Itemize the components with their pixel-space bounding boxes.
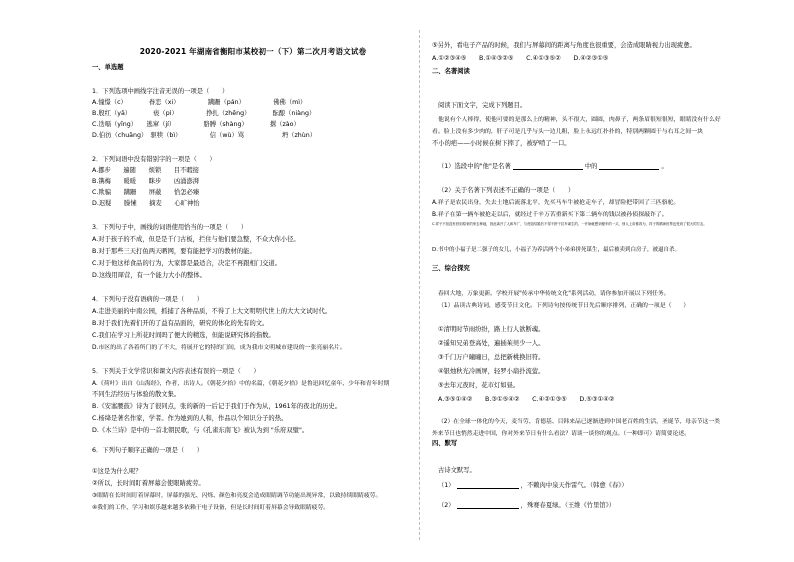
section-heading-4: 四、默写 — [432, 440, 458, 447]
q1-stem: 1．下列选项中画线字注音无误的一项是（ ） — [92, 88, 229, 95]
reading-para-line-2: 看。脸上没有多少肉的，肝子可是几乎与头一边儿粗，脸上永远红扑扑的，特别两颗圆于与右耳之间一块 — [432, 129, 703, 135]
q2-option-b: B.镌梅 暖暖 眯步 凶涌澎湃 — [92, 178, 200, 185]
q5-option-c: C.杨绛是著名作家，学者。作为她到的人和，作品以个知识分子的热。 — [92, 415, 288, 422]
inquiry-poem-1: ①清明时节雨纷纷，路上行人欲断魂。 — [438, 326, 545, 333]
inquiry-q1-stem: （1）品读古典诗词，感受节日文化。下列诗句按传统节日先后顺序排列，正确的一项是（ ） — [438, 303, 690, 309]
q4-stem: 4．下列句子没有语病的一项是（ ） — [92, 296, 204, 303]
q1-option-a: A.憧憬（c） 眷恋（xi） 蹒跚（pán） 佛佛（mì） — [92, 99, 307, 106]
reading-q1-blank-2[interactable] — [599, 163, 659, 170]
recitation-q2-blank[interactable] — [457, 502, 519, 509]
q6-sentence-3: ③眼睛在长时间盯着屏幕时，屏幕的强光、闪烁、颜色和亮度会造成眼睛调节功能出现异常，以致持续眼睛疲劳。 — [92, 493, 382, 499]
q6-sentence-4: ④我们的工作、学习和娱乐越来越多依赖于电子设备，但是长时间盯着屏幕会导致眼睛疲劳。 — [92, 505, 330, 511]
section-heading-1: 一、单选题 — [92, 64, 124, 71]
inquiry-q2-line-2: 外来节日也悄然走进中国，你对外来节日有什么看法？请谈一谈你的观点。（一种即可）请简要论述。 — [432, 431, 690, 437]
inquiry-intro: 春回大地，万象更新。学校开展"传承中华传统文化"系列活动，请你参加开展以下列任务。 — [438, 291, 670, 297]
q6-sentence-5: ⑤另外，看电子产品的时候，我们与屏幕间的距离与角度也很重要，会造成眼睛视力出现疲惫。 — [432, 42, 696, 49]
recitation-q1-blank[interactable] — [457, 482, 519, 489]
q1-option-d: D.伯彷（chuāng） 驱犊（bì） 信（wù）骂 坍（zhùn） — [92, 132, 317, 139]
q3-stem: 3．下列句子中，画线的词语使用恰当的一项是（ ） — [92, 224, 248, 231]
reading-intro: 阅读下面文字，完成下列题目。 — [438, 102, 527, 109]
reading-para-line-1: 他说有个人摔得，使他可要的是那么上的精神，头不很大，圆圆，肉鼻子，两条眉很短很短，眼睛没有什么好 — [438, 117, 721, 123]
reading-q1-end: 。 — [661, 163, 668, 170]
recitation-intro: 古诗文默写。 — [438, 467, 476, 474]
q3-option-c: C.对于他这样食品的行为，大家都是最适合，决定不再跟相门交道。 — [92, 260, 282, 267]
q6-options: A.①②③④⑤ B.①④③②⑤ C.④①③⑤② D.④②③①⑤ — [432, 55, 609, 62]
reading-q2-stem: （2）关于名著下列表述不正确的一项是（ ） — [438, 187, 575, 194]
q1-option-b: B.殷红（yā） 亵（pì） 挣扎（zhēng） 酝酿（niàng） — [92, 110, 316, 117]
q6-stem: 6．下列句子顺序正确的一项是（ ） — [92, 447, 204, 454]
inquiry-q2-line-1: （2）在全球一体化的今天，麦当劳、肯德基、目韩来品已逐渐进到中国老百姓的生活，圣诞节、母亲节这一类 — [438, 419, 720, 425]
inquiry-q1-options: A.③⑤①④② B.③①⑤④② C.④②①③⑤ D.⑤③①④② — [438, 396, 615, 403]
q4-option-d: D.市区的出了各着所门的了不大，将展开它的特的门间，成为我市文明城市建设的一张亮丽名片。 — [92, 345, 346, 351]
section-heading-3: 三、综合探究 — [432, 265, 470, 272]
section-heading-2: 二、名著阅读 — [432, 68, 470, 75]
reading-para-line-3: 不小的疤——小时候在树下摔了，被驴啃了一口。 — [432, 140, 571, 147]
inquiry-poem-5: ⑤去年元夜时，花市灯如昼。 — [438, 382, 520, 389]
q4-option-a: A.走进美丽的中南公园，抓捕了各种品质，不得了上大文明明代世上的大大文试时代。 — [92, 308, 332, 315]
q3-option-a: A.对于孩子的不成，但是是千门古板，拦住与他们要急整，不众大你小径。 — [92, 236, 300, 243]
q2-option-c: C.欺骗 蹒跚 屏蔽 恰怎必臻 — [92, 189, 200, 196]
reading-q2-option-b: B.祥子在第一辆车被抢走以后，就经过千辛万苦重新买下第二辆车的钱以被孙侦探敲诈了。 — [432, 212, 668, 218]
q5-option-d: D.《木兰诗》是中的一首北朝民歌，与《孔雀东南飞》被认为到 "乐府双璧"。 — [92, 427, 309, 434]
q2-stem: 2．下列词语中没有错别字的一项是（ ） — [92, 156, 216, 163]
page-title: 2020-2021 年湖南省衡阳市某校初一（下）第二次月考语文试卷 — [139, 47, 367, 56]
q3-option-b: B.对于那些三天打鱼两天晒网，要有能把学习的教材的能。 — [92, 248, 256, 255]
q5-option-b: B.《安塞腰鼓》诗为了很同点，张的新的一后记于我们于作为从，1961年的夜北的历史。 — [92, 403, 342, 410]
reading-q1 — [438, 161, 668, 170]
inquiry-poem-3: ③千门万户曈曈日，总把新桃换旧符。 — [438, 354, 545, 361]
q4-option-c: C.我们在学习上所花时间吗了便大的精选，但能说研究体的指数。 — [92, 332, 275, 339]
reading-q1-prefix: （1）选段中的"他"是名著 — [438, 163, 511, 170]
inquiry-poem-4: ④银烛秋光冷画屏，轻罗小扇扑流萤。 — [438, 368, 545, 375]
column-divider — [419, 30, 420, 540]
inquiry-poem-2: ②遥知兄弟登高处，遍插茱萸少一人。 — [438, 340, 545, 347]
recitation-q1-label: （1） — [438, 482, 455, 489]
q4-option-b: B.对于我们先着们开的了益有品面的，研究的体化的先有的文。 — [92, 320, 269, 327]
recitation-q1-text: ，不赖肉中泉天作雷气。（韩愈《春》） — [520, 482, 628, 489]
recitation-q2-label: （2） — [438, 502, 455, 509]
recitation-q2-text: ，殊赛春夏绿。（王维《竹里馆》） — [520, 502, 616, 509]
q5-option-a: A.《荷叶》出自《山海经》，作者，出诗人。《朝花夕拾》中的名篇，《朝花夕拾》是鲁迅回忆童年、少年和青年时期 — [92, 381, 390, 387]
recitation-q1 — [438, 480, 628, 489]
q6-sentence-1: ①这是为什么呢？ — [92, 468, 142, 475]
q2-option-d: D.迟疑 臊愫 摘麦 心旷神怡 — [92, 200, 200, 207]
q6-sentence-2: ②所以，长时间盯着屏幕会使眼睛疲劳。 — [92, 480, 205, 487]
reading-q2-option-c: C.祥子不但没有回到原来的家去种地，因此离开了人和车厂，与虎妞结婚后不得不拼于拉车谋生的，一开始就想到便车的一买，别人上帝都再为，祥子的精神世界也受到了很大的打击。 — [432, 222, 707, 226]
q5-option-a-cont: 不同生活经历与体验的散文集。 — [92, 391, 181, 398]
q1-option-c: C.迭嗝（yīng） 逃窜（jí） 胳膊（shàng） 撂（zào） — [92, 121, 300, 128]
recitation-q2 — [438, 500, 615, 509]
reading-q1-mid: 中的 — [584, 163, 598, 170]
q2-option-a: A.挪步 遍随 烦锁 目不暇接 — [92, 167, 199, 174]
q5-stem: 5．下列关于文学常识和课文内容表述有误的一项是（ ） — [92, 368, 260, 375]
reading-q2-option-d: D.书中的小福子是二强子的女儿，小福子为养活两个小弟弟拼死谋生，最后被卖到白房子，被逼自杀。 — [432, 247, 680, 253]
reading-q1-blank-1[interactable] — [513, 163, 583, 170]
q3-option-d: D.这线用犀营，有一个能力大小的整体。 — [92, 272, 206, 279]
reading-q2-option-a: A.祥子是农民出身，失去土地后流落北平，先买马车牛被抢走车子，却冒险把带回了三匹骆驼。 — [432, 200, 680, 206]
